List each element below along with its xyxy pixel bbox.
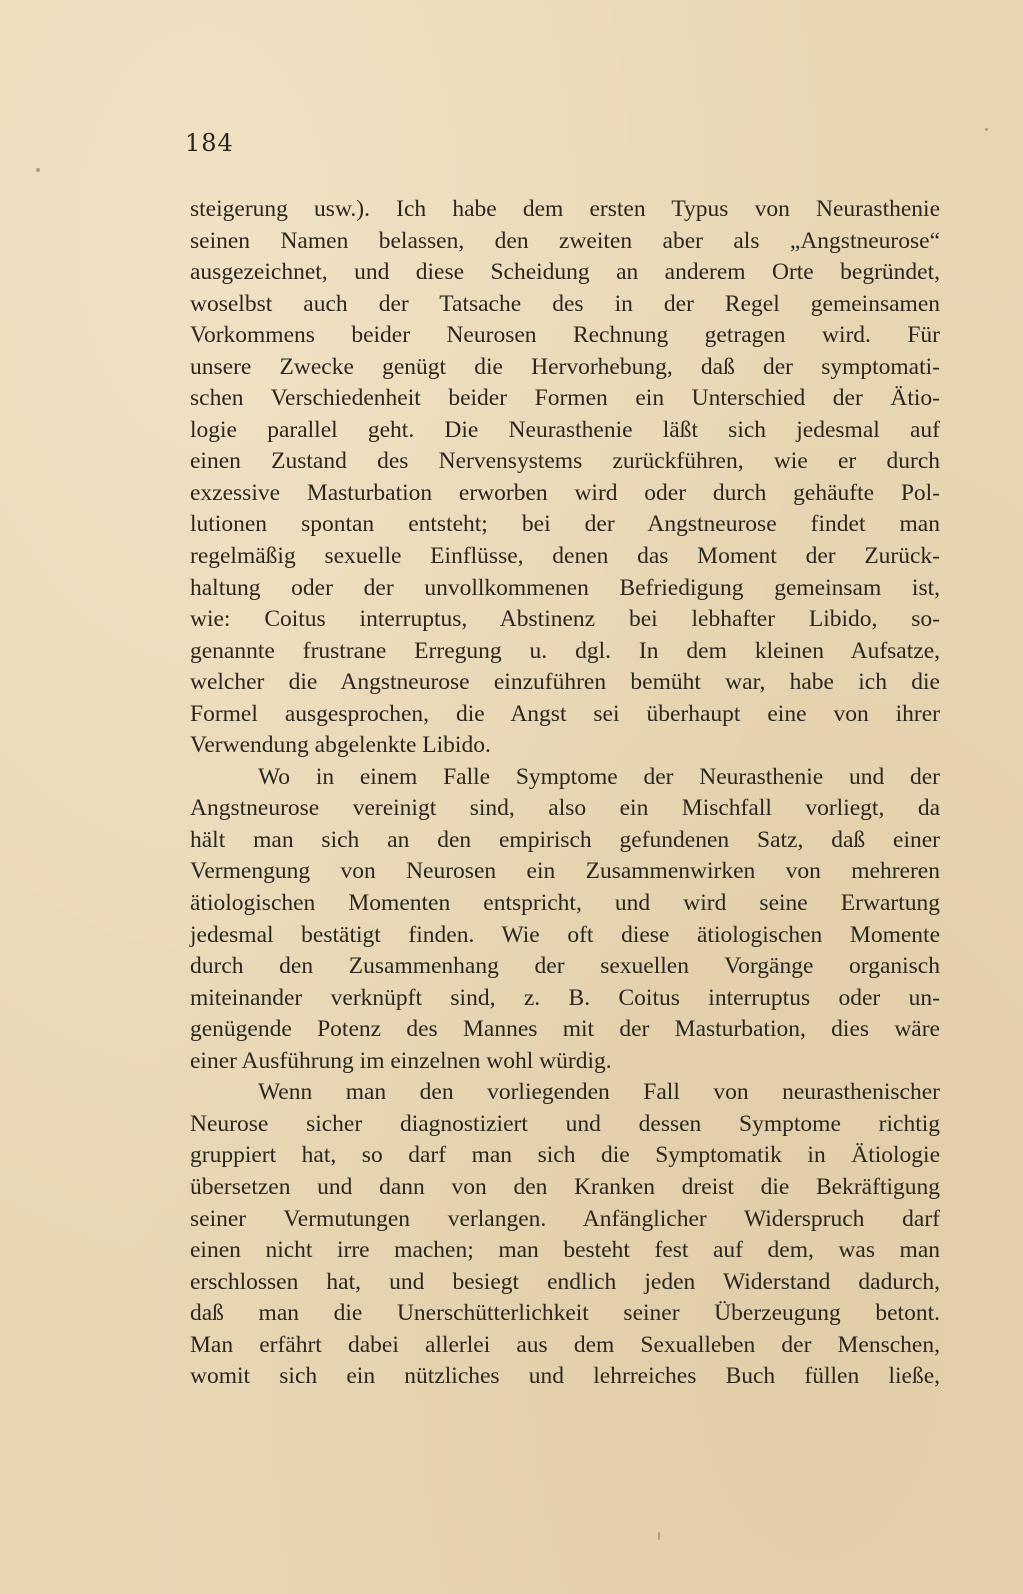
text-line: woselbst auch der Tatsache des in der Regel gemeinsamen: [190, 290, 940, 317]
text-line-paragraph-end: einer Ausführung im einzelnen wohl würdig.: [190, 1047, 612, 1074]
text-line: exzessive Masturbation erworben wird oder durch gehäufte Pol-: [190, 479, 940, 506]
text-line: Angstneurose vereinigt sind, also ein Mischfall vorliegt, da: [190, 795, 940, 822]
text-line: Vorkommens beider Neurosen Rechnung getragen wird. Für: [190, 322, 940, 349]
text-line: gruppiert hat, so darf man sich die Symptomatik in Ätiologie: [190, 1142, 940, 1169]
text-line: womit sich ein nützliches und lehrreiches Buch füllen ließe,: [190, 1363, 940, 1390]
text-line: steigerung usw.). Ich habe dem ersten Typus von Neurasthenie: [190, 196, 940, 222]
text-line-paragraph-end: Verwendung abgelenkte Libido.: [190, 732, 491, 759]
text-line: ätiologischen Momenten entspricht, und wird seine Erwartung: [190, 890, 940, 917]
text-line: seinen Namen belassen, den zweiten aber als „Angstneurose“: [190, 227, 940, 254]
text-line: einen Zustand des Nervensystems zurückführen, wie er durch: [190, 448, 940, 475]
text-line: Neurose sicher diagnostiziert und dessen Symptome richtig: [190, 1110, 940, 1137]
paper-speck: [658, 1532, 660, 1540]
text-line: welcher die Angstneurose einzuführen bemüht war, habe ich die: [190, 669, 940, 696]
text-line: jedesmal bestätigt finden. Wie oft diese ätiologischen Momente: [190, 921, 940, 948]
paper-speck: [985, 128, 988, 131]
text-line: Vermengung von Neurosen ein Zusammenwirken von mehreren: [190, 858, 940, 885]
text-line-paragraph-start: Wo in einem Falle Symptome der Neurasthenie und der: [258, 763, 940, 790]
text-line: Formel ausgesprochen, die Angst sei überhaupt eine von ihrer: [190, 700, 940, 727]
text-line: einen nicht irre machen; man besteht fest auf dem, was man: [190, 1237, 940, 1264]
text-line-paragraph-start: Wenn man den vorliegenden Fall von neurasthenischer: [258, 1079, 940, 1106]
text-line: regelmäßig sexuelle Einflüsse, denen das Moment der Zurück-: [190, 543, 940, 570]
text-line: übersetzen und dann von den Kranken dreist die Bekräftigung: [190, 1173, 940, 1200]
text-line: durch den Zusammenhang der sexuellen Vorgänge organisch: [190, 953, 940, 980]
text-line: logie parallel geht. Die Neurasthenie läßt sich jedesmal auf: [190, 416, 940, 443]
text-line: Man erfährt dabei allerlei aus dem Sexualleben der Menschen,: [190, 1331, 940, 1358]
body-text: [190, 194, 940, 1393]
text-line: ausgezeichnet, und diese Scheidung an anderem Orte begründet,: [190, 259, 940, 286]
text-line: haltung oder der unvollkommenen Befriedigung gemeinsam ist,: [190, 574, 940, 601]
text-line: schen Verschiedenheit beider Formen ein Unterschied der Ätio-: [190, 385, 940, 412]
text-line: genannte frustrane Erregung u. dgl. In dem kleinen Aufsatze,: [190, 637, 940, 664]
text-line: seiner Vermutungen verlangen. Anfänglicher Widerspruch darf: [190, 1205, 940, 1232]
text-line: genügende Potenz des Mannes mit der Masturbation, dies wäre: [190, 1016, 940, 1043]
paper-speck: [36, 168, 40, 172]
text-line: hält man sich an den empirisch gefundenen Satz, daß einer: [190, 826, 940, 853]
text-line: erschlossen hat, und besiegt endlich jeden Widerstand dadurch,: [190, 1268, 940, 1295]
page-number: 184: [185, 129, 234, 157]
text-line: miteinander verknüpft sind, z. B. Coitus interruptus oder un-: [190, 984, 940, 1011]
text-line: wie: Coitus interruptus, Abstinenz bei lebhafter Libido, so-: [190, 606, 940, 633]
text-line: lutionen spontan entsteht; bei der Angstneurose findet man: [190, 511, 940, 538]
text-line: unsere Zwecke genügt die Hervorhebung, daß der symptomati-: [190, 353, 940, 380]
text-line: daß man die Unerschütterlichkeit seiner Überzeugung betont.: [190, 1300, 940, 1327]
